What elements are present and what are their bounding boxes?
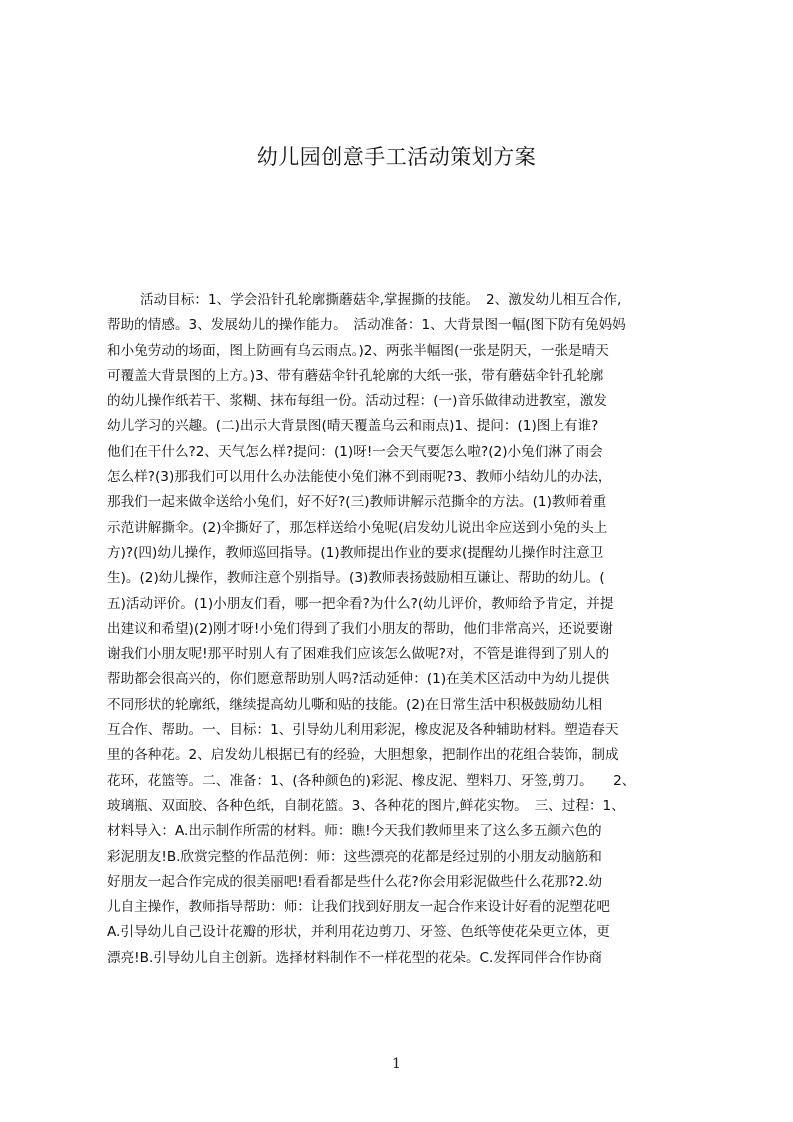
body-line: 漂亮!B.引导幼儿自主创新。选择材料制作不一样花型的花朵。C.发挥同伴合作协商 <box>107 949 603 966</box>
body-line: 帮助都会很高兴的，你们愿意帮助别人吗?活动延伸：(1)在美术区活动中为幼儿提供 <box>107 671 610 688</box>
body-line: 谢我们小朋友呢!那平时别人有了困难我们应该怎么做呢?对，不管是谁得到了别人的 <box>107 646 610 663</box>
body-line: 出建议和希望)(2)刚才呀!小兔们得到了我们小朋友的帮助，他们非常高兴，还说要谢 <box>107 620 613 637</box>
body-line: 彩泥朋友!B.欣赏完整的作品范例：师：这些漂亮的花都是经过别的小朋友动脑筋和 <box>107 848 602 865</box>
body-line: 活动目标：1、学会沿针孔轮廓撕蘑菇伞,掌握撕的技能。 2、激发幼儿相互合作, <box>140 292 622 308</box>
body-line: 生)。(2)幼儿操作，教师注意个别指导。(3)教师表扬鼓励相互谦让、帮助的幼儿。( <box>107 570 605 587</box>
body-line: 材料导入：A.出示制作所需的材料。师：瞧!今天我们教师里来了这么多五颜六色的 <box>107 823 602 840</box>
body-line: 的幼儿操作纸若干、浆糊、抹布每组一份。活动过程：(一)音乐做律动进教室，激发 <box>107 393 607 410</box>
body-line: 五)活动评价。(1)小朋友们看，哪一把伞看?为什么?(幼儿评价，教师给予肯定，并提 <box>107 595 614 612</box>
body-line: 示范讲解撕伞。(2)伞撕好了，那怎样送给小兔呢(启发幼儿说出伞应送到小兔的头上 <box>107 519 608 536</box>
body-line: 那我们一起来做伞送给小兔们，好不好?(三)教师讲解示范撕伞的方法。(1)教师着重 <box>107 494 607 511</box>
body-line: 不同形状的轮廓纸，继续提高幼儿嘶和贴的技能。(2)在日常生活中积极鼓励幼儿相 <box>107 696 603 713</box>
body-line: 玻璃瓶、双面胶、各种色纸，自制花篮。3、各种花的图片,鲜花实物。 三、过程：1、 <box>107 797 625 814</box>
document-body <box>107 288 697 971</box>
body-line: 帮助的情感。3、发展幼儿的操作能力。 活动准备：1、大背景图一幅(图下防有兔妈妈 <box>107 317 626 334</box>
body-line: 幼儿学习的兴趣。(二)出示大背景图(晴天覆盖乌云和雨点)1、提问：(1)图上有谁? <box>107 418 599 435</box>
body-line: 怎么样?(3)那我们可以用什么办法能使小兔们淋不到雨呢?3、教师小结幼儿的办法， <box>107 469 612 486</box>
body-line: 里的各种花。2、启发幼儿根据已有的经验，大胆想象，把制作出的花组合装饰，制成 <box>107 747 619 764</box>
page-number: 1 <box>392 1056 401 1072</box>
body-line: 和小兔劳动的场面，图上防画有乌云雨点。)2、两张半幅图(一张是阴天，一张是晴天 <box>107 342 609 359</box>
body-line: 花环，花篮等。二、准备：1、(各种颜色的)彩泥、橡皮泥、塑料刀、牙签,剪刀。 2、 <box>107 772 636 789</box>
document-title: 幼儿园创意手工活动策划方案 <box>256 145 537 169</box>
body-line: A.引导幼儿自己设计花瓣的形状，并利用花边剪刀、牙签、色纸等使花朵更立体，更 <box>107 924 610 941</box>
body-line: 儿自主操作，教师指导帮助：师：让我们找到好朋友一起合作来设计好看的泥塑花吧 <box>107 899 610 916</box>
body-line: 互合作、帮助。一、目标：1、引导幼儿利用彩泥，橡皮泥及各种辅助材料。塑造春天 <box>107 722 619 739</box>
body-line: 可覆盖大背景图的上方。)3、带有蘑菇伞针孔轮廓的大纸一张，带有蘑菇伞针孔轮廓 <box>107 367 604 384</box>
body-line: 好朋友一起合作完成的很美丽吧!看看都是些什么花?你会用彩泥做些什么花那?2.幼 <box>107 873 603 890</box>
body-line: 方)?(四)幼儿操作，教师巡回指导。(1)教师提出作业的要求(提醒幼儿操作时注意卫 <box>107 544 604 561</box>
body-line: 他们在干什么?2、天气怎么样?提问：(1)呀!一会天气要怎么啦?(2)小兔们淋了雨会 <box>107 443 603 460</box>
